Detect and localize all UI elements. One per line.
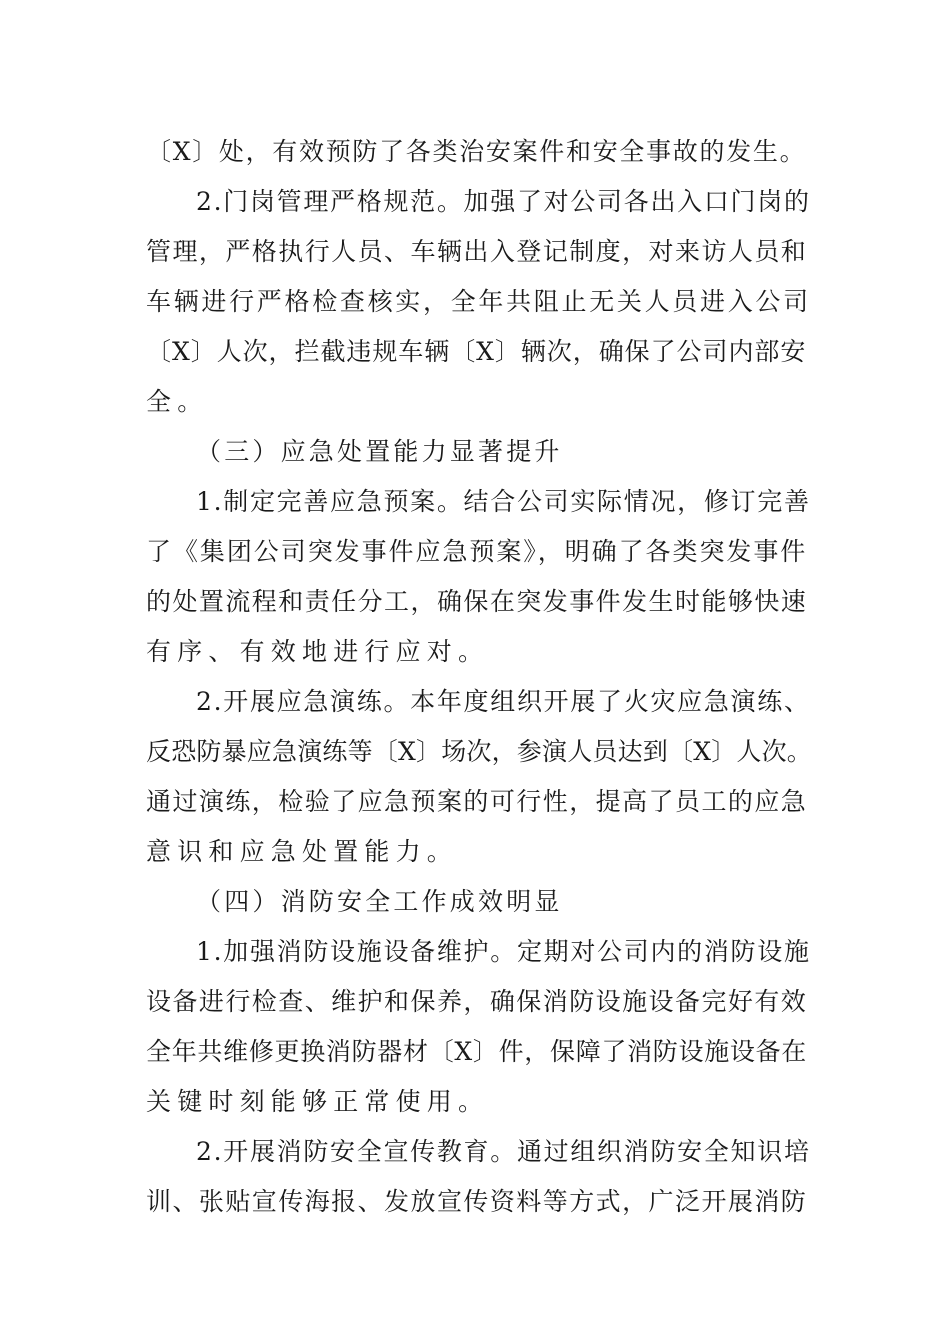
paragraph-line: 的处置流程和责任分工，确保在突发事件发生时能够快速 xyxy=(146,587,808,616)
paragraph-line: 全年共维修更换消防器材〔X〕件，保障了消防设施设备在 xyxy=(146,1037,808,1066)
paragraph-line: 2.门岗管理严格规范。加强了对公司各出入口门岗的 xyxy=(196,187,811,216)
paragraph-line: 反恐防暴应急演练等〔X〕场次，参演人员达到〔X〕人次。 xyxy=(146,737,812,766)
section-heading: （三）应急处置能力显著提升 xyxy=(196,437,563,466)
paragraph-line: 2.开展应急演练。本年度组织开展了火灾应急演练、 xyxy=(196,687,811,716)
paragraph-line: 设备进行检查、维护和保养，确保消防设施设备完好有效 xyxy=(146,987,808,1016)
paragraph-line: 〔X〕人次，拦截违规车辆〔X〕辆次，确保了公司内部安 xyxy=(146,337,807,366)
paragraph-line: 有序、有效地进行应对。 xyxy=(146,637,490,666)
paragraph-line: 通过演练，检验了应急预案的可行性，提高了员工的应急 xyxy=(146,787,808,816)
paragraph-line: 意识和应急处置能力。 xyxy=(146,837,459,866)
section-heading: （四）消防安全工作成效明显 xyxy=(196,887,563,916)
paragraph-line: 了《集团公司突发事件应急预案》，明确了各类突发事件 xyxy=(146,537,808,566)
paragraph-line: 2.开展消防安全宣传教育。通过组织消防安全知识培 xyxy=(196,1137,811,1166)
paragraph-line: 1.制定完善应急预案。结合公司实际情况，修订完善 xyxy=(196,487,811,516)
paragraph-line: 1.加强消防设施设备维护。定期对公司内的消防设施 xyxy=(196,937,811,966)
paragraph-line: 全。 xyxy=(146,387,209,416)
paragraph-line: 关键时刻能够正常使用。 xyxy=(146,1087,490,1116)
paragraph-line: 〔X〕处，有效预防了各类治安案件和安全事故的发生。 xyxy=(146,137,807,166)
paragraph-line: 车辆进行严格检查核实，全年共阻止无关人员进入公司 xyxy=(146,287,811,316)
paragraph-line: 训、张贴宣传海报、发放宣传资料等方式，广泛开展消防 xyxy=(146,1187,808,1216)
paragraph-line: 管理，严格执行人员、车辆出入登记制度，对来访人员和 xyxy=(146,237,808,266)
